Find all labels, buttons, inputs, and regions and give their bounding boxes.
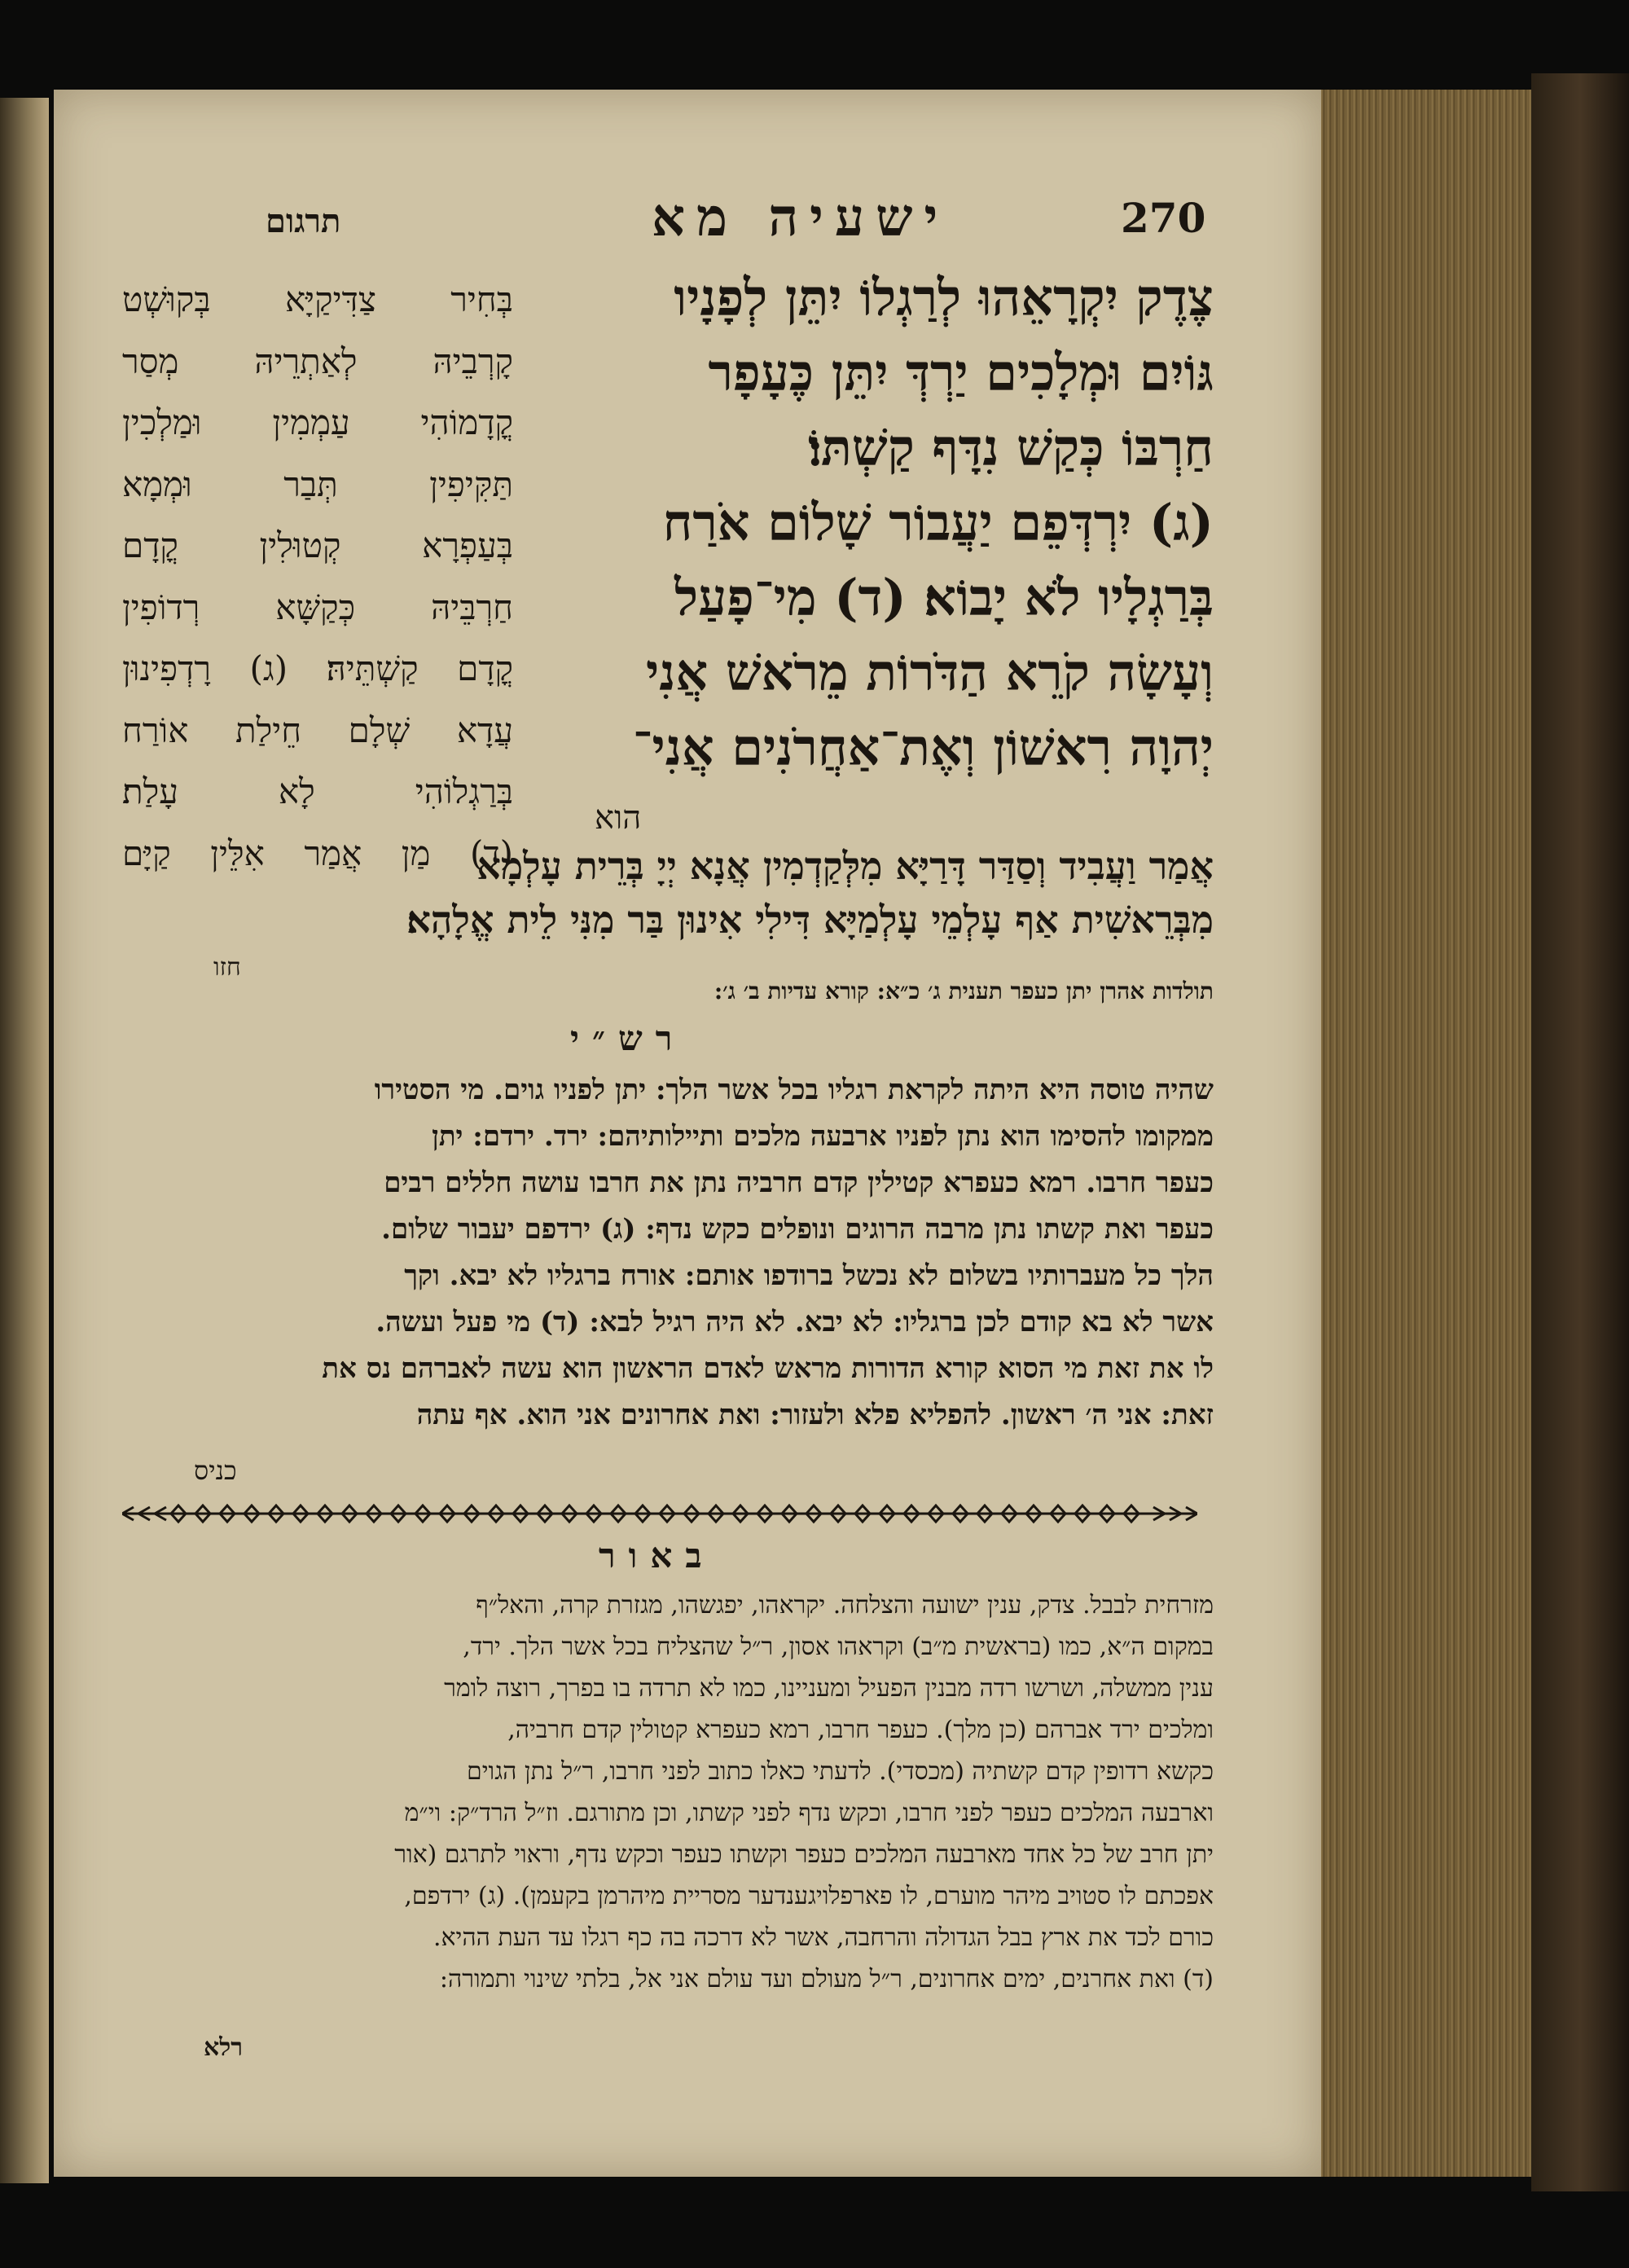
targum-line: בְּעַפְרָא קְטוּלִין קֳדָם [122, 525, 513, 565]
rashi-line: ממקומו להסימו הוא נתן לפניו ארבעה מלכים ותיילותיהם: ירד. ירדם: יתן [432, 1120, 1214, 1153]
biur-line: כקשא רדופין קדם קשתיה (מכסדי). לדעתי כאלו כתוב לפני חרבו, ר״ל נתן הגוים [466, 1757, 1214, 1786]
targum-line: בְּרַגְלוֹהִי לָא עָלַת׃ [122, 771, 513, 811]
scripture-line: גּוֹיִם וּמְלָכִים יַרְדְּ יִתֵּן כֶּעָפָר [708, 343, 1214, 402]
biur-heading: באור [599, 1536, 715, 1576]
rashi-line: הלך כל מעברותיו בשלום לא נכשל ברודפו אותם: אורח ברגליו לא יבא. וקך [404, 1259, 1214, 1292]
biur-line: כורם לכד את ארץ בבל הגדולה והרחבה, אשר לא דרכה בה כף רגלו עד העת ההיא. [432, 1923, 1214, 1952]
targum-line: קָרְבֵיהּ לְאַתְרֵיהּ מְסַר [122, 341, 513, 381]
scripture-text [529, 261, 1214, 785]
scripture-line: (ג) יִרְדְּפֵם יַעֲבוֹר שָׁלוֹם אֹרַח [662, 493, 1214, 552]
page-number: 270 [1121, 194, 1206, 242]
targum-line: קֳדָם קַשְׁתֵּיהּ׃ (ג) רָדְפִינוּן [122, 648, 513, 688]
targum-line: בְּחִיר צַדִּיקַיָּא בְּקוּשְׁט [122, 279, 513, 319]
targum-line: קֳדָמוֹהִי עַמְמִין וּמַלְכִין [122, 402, 513, 442]
rashi-line: כעפר ואת קשתו נתן מרבה הרוגים ונופלים כקש נדף: (ג) ירדפם יעבור שלום. [381, 1213, 1214, 1246]
scripture-line: צֶדֶק יִקְרָאֵהוּ לְרַגְלוֹ יִתֵּן לְפָנָיו [674, 268, 1214, 327]
biur-line: ענין ממשלה, ושרשו רדה מבנין הפעיל ומעניינו, כמו לא תרדה בו בפרך, רוצה לומר [444, 1674, 1214, 1703]
rashi-line: זאת: אני ה׳ ראשון. להפליא פלא ולעזור: ואת אחרונים אני הוא. אף עתה [416, 1399, 1214, 1431]
facing-page-edge [0, 98, 49, 2183]
catchword-rla: רלא [204, 2033, 244, 2062]
biur-commentary [114, 1585, 1214, 2000]
toldot-aharon-reference: תולדות אהרן יתן כעפר תענית ג׳ כ״א: קורא עדיות ב׳ ג׳: [714, 978, 1214, 1004]
biur-line: (ד) ואת אחרנים, ימים אחרונים, ר״ל מעולם ועד עולם אני אל, בלתי שינוי ותמורה: [439, 1965, 1214, 1993]
catchword-kenis: כניס [194, 1455, 237, 1486]
rashi-line: כעפר חרבו. רמא כעפרא קטילין קדם חרביה נתן את חרבו עושה חללים רבים [384, 1167, 1214, 1199]
rashi-heading: רש״י [570, 1018, 686, 1058]
targum-header: תרגום [266, 202, 341, 240]
targum-bottom-line: מִבְּרֵאשִׁית אַף עָלְמֵי עָלְמַיָּא דִּילִי אִינוּן בַּר מִנִּי לֵית אֱלָהָא׃ [406, 898, 1214, 942]
biur-line: מזרחית לבבל. צדק, ענין ישועה והצלחה. יקראהו, יפגשהו, מגזרת קרה, והאל״ף [476, 1591, 1214, 1620]
targum-line: חַרְבֵּיהּ כְּקַשָּׁא רְדוֹפִין [122, 587, 513, 627]
targum-line: (ד) מַן אֲמַר אִלֵּין קַיָּם [122, 833, 513, 873]
rashi-line: אשר לא בא קודם לכן ברגליו: לא יבא. לא היה רגיל לבא: (ד) מי פעל ועשה. [375, 1306, 1214, 1338]
targum-line: עֲדָא שְׁלָם חֵילַת אוֹרַח [122, 710, 513, 750]
targum-line: תַּקִּיפִין תְּבַר וּמְמָא [122, 464, 513, 504]
running-title: ישעיה מא [652, 187, 950, 248]
rashi-line: שהיה טוסה היא היתה לקראת רגליו בכל אשר הלך: יתן לפניו גוים. מי הסטירו [374, 1074, 1214, 1106]
book-cover-edge [1531, 73, 1629, 2191]
catchword-hu: הוא [595, 799, 642, 837]
book-fore-edge [1313, 90, 1541, 2177]
biur-line: ומלכים ירד אברהם (כן מלך). כעפר חרבו, רמא כעפרא קטולין קדם חרביה, [507, 1716, 1214, 1744]
rashi-line: לו את זאת מי הסוא קורא הדורות מראש לאדם הראשון הוא עשה לאברהם נס את [322, 1352, 1214, 1385]
scripture-line: חַרְבּוֹ כְּקַשׁ נִדָּף קַשְׁתּוֹ׃ [808, 418, 1214, 477]
scripture-line: בְּרַגְלָיו לֹא יָבוֹא׃ (ד) מִי־פָעַל [674, 568, 1214, 627]
rashi-commentary [114, 1067, 1214, 1439]
scripture-line: יְהוָה רִאשׁוֹן וְאֶת־אַחֲרֹנִים אֲנִי־ [632, 718, 1214, 777]
targum-column [122, 269, 513, 884]
biur-line: אפכתם לו סטויב מיהר מוערם, לו פארפלויגענדער מסריית מיהרמן בקעמן). (ג) ירדפם, [404, 1882, 1214, 1910]
scripture-line: וְעָשָׂה קֹרֵא הַדֹּרוֹת מֵרֹאשׁ אֲנִי [645, 643, 1214, 702]
biur-line: במקום ה״א, כמו (בראשית מ״ב) וקראהו אסון, ר״ל שהצליח בכל אשר הלך. ירד, [463, 1633, 1214, 1661]
catchword-chazu: חזו [213, 953, 241, 982]
targum-bottom-line: אֲמַר וַעֲבִיד וְסַדַּר דָּרַיָּא מִלְּקַדְמִין אֲנָא יְיָ בְּרֵית עָלְמָא [476, 844, 1214, 888]
ornamental-divider [122, 1496, 1197, 1532]
biur-line: וארבעה המלכים כעפר לפני חרבו, וכקש נדף לפני קשתו, וכן מתורגם. וז״ל הרד״ק: וי״מ [404, 1799, 1214, 1827]
targum-continuation [114, 839, 1214, 947]
biur-line: יתן חרב של כל אחד מארבעה המלכים כעפר וקשתו כעפר וכקש נדף, וראוי לתרגם (אור [394, 1840, 1214, 1869]
